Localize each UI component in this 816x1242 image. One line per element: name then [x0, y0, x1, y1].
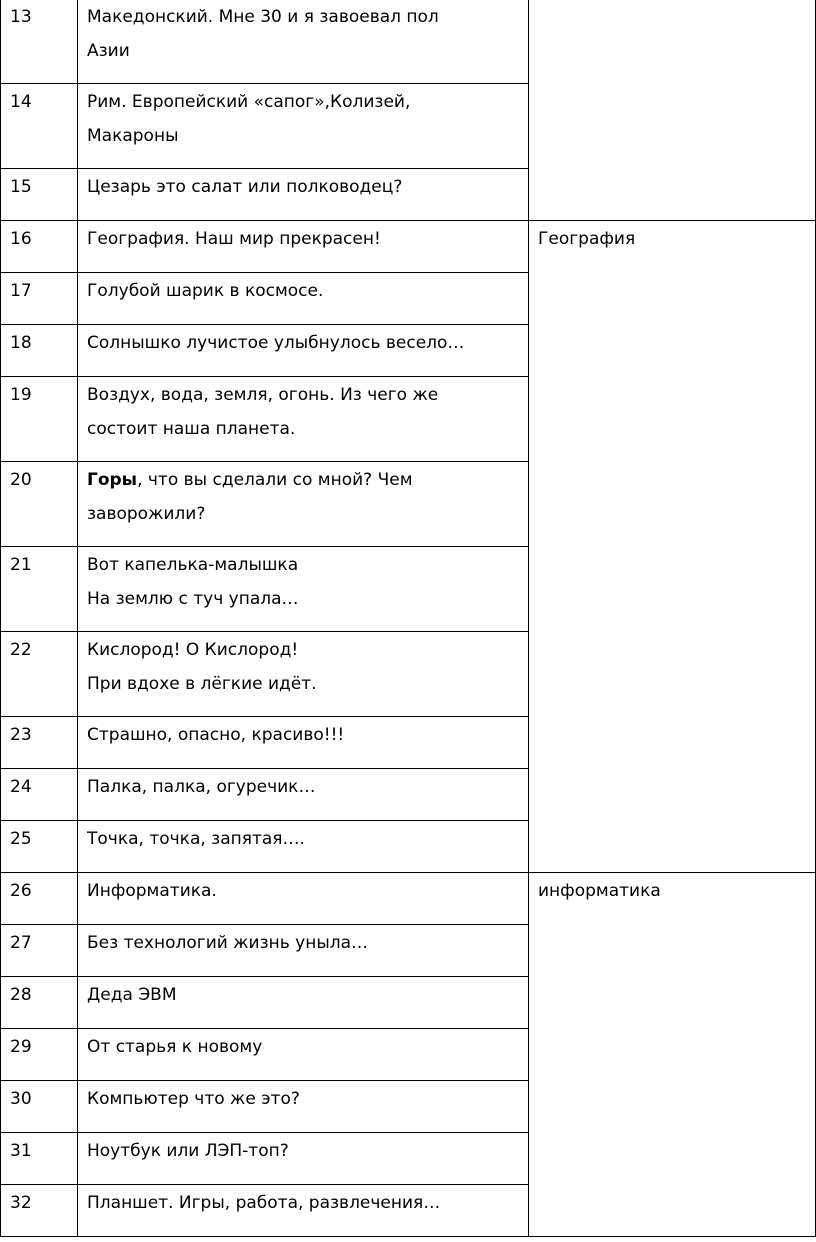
- row-number: 32: [1, 1185, 78, 1237]
- row-text: Информатика.: [78, 873, 529, 925]
- row-number: 15: [1, 169, 78, 221]
- row-number: 19: [1, 377, 78, 462]
- row-text-line: На землю с туч упала…: [87, 589, 299, 609]
- row-number: 22: [1, 632, 78, 717]
- row-number: 20: [1, 462, 78, 547]
- row-number: 21: [1, 547, 78, 632]
- row-text: Ноутбук или ЛЭП-топ?: [78, 1133, 529, 1185]
- row-number: 30: [1, 1081, 78, 1133]
- row-text: [78, 547, 529, 632]
- row-text-line: Азии: [87, 41, 130, 61]
- row-number: 28: [1, 977, 78, 1029]
- row-text: Планшет. Игры, работа, развлечения…: [78, 1185, 529, 1237]
- row-text: [78, 377, 529, 462]
- subject-geography: География: [529, 221, 816, 873]
- table-row: [1, 873, 816, 925]
- row-text: Деда ЭВМ: [78, 977, 529, 1029]
- row-text-line: заворожили?: [87, 504, 206, 524]
- row-text: [78, 632, 529, 717]
- table-row: [1, 0, 816, 84]
- row-number: 31: [1, 1133, 78, 1185]
- row-text: Точка, точка, запятая….: [78, 821, 529, 873]
- row-text: Без технологий жизнь уныла…: [78, 925, 529, 977]
- row-text-line: Вот капелька-малышка: [87, 555, 299, 575]
- row-number: 18: [1, 325, 78, 377]
- row-text-line: При вдохе в лёгкие идёт.: [87, 674, 317, 694]
- row-number: 16: [1, 221, 78, 273]
- row-text: Компьютер что же это?: [78, 1081, 529, 1133]
- row-text: [78, 0, 529, 84]
- row-text-line: состоит наша планета.: [87, 419, 296, 439]
- row-text: География. Наш мир прекрасен!: [78, 221, 529, 273]
- row-number: 13: [1, 0, 78, 84]
- row-number: 29: [1, 1029, 78, 1081]
- row-text: [78, 462, 529, 547]
- row-text: От старья к новому: [78, 1029, 529, 1081]
- row-number: 17: [1, 273, 78, 325]
- row-number: 27: [1, 925, 78, 977]
- row-number: 26: [1, 873, 78, 925]
- subject-cell-empty: [529, 0, 816, 221]
- row-number: 24: [1, 769, 78, 821]
- row-text: Солнышко лучистое улыбнулось весело…: [78, 325, 529, 377]
- row-text: [78, 84, 529, 169]
- row-text: Страшно, опасно, красиво!!!: [78, 717, 529, 769]
- row-text: Цезарь это салат или полководец?: [78, 169, 529, 221]
- row-text-line: Воздух, вода, земля, огонь. Из чего же: [87, 385, 439, 405]
- row-text-line: Макароны: [87, 126, 179, 146]
- row-text: Голубой шарик в космосе.: [78, 273, 529, 325]
- row-text-line: Рим. Европейский «сапог»,Колизей,: [87, 92, 411, 112]
- table-row: [1, 221, 816, 273]
- row-text: Палка, палка, огуречик…: [78, 769, 529, 821]
- row-number: 23: [1, 717, 78, 769]
- subject-informatics: информатика: [529, 873, 816, 1237]
- bold-word: Горы: [87, 470, 138, 490]
- row-text-line: Македонский. Мне 30 и я завоевал пол: [87, 7, 439, 27]
- row-text-line: Кислород! О Кислород!: [87, 640, 299, 660]
- row-number: 25: [1, 821, 78, 873]
- row-text-line: , что вы сделали со мной? Чем: [137, 470, 413, 490]
- row-number: 14: [1, 84, 78, 169]
